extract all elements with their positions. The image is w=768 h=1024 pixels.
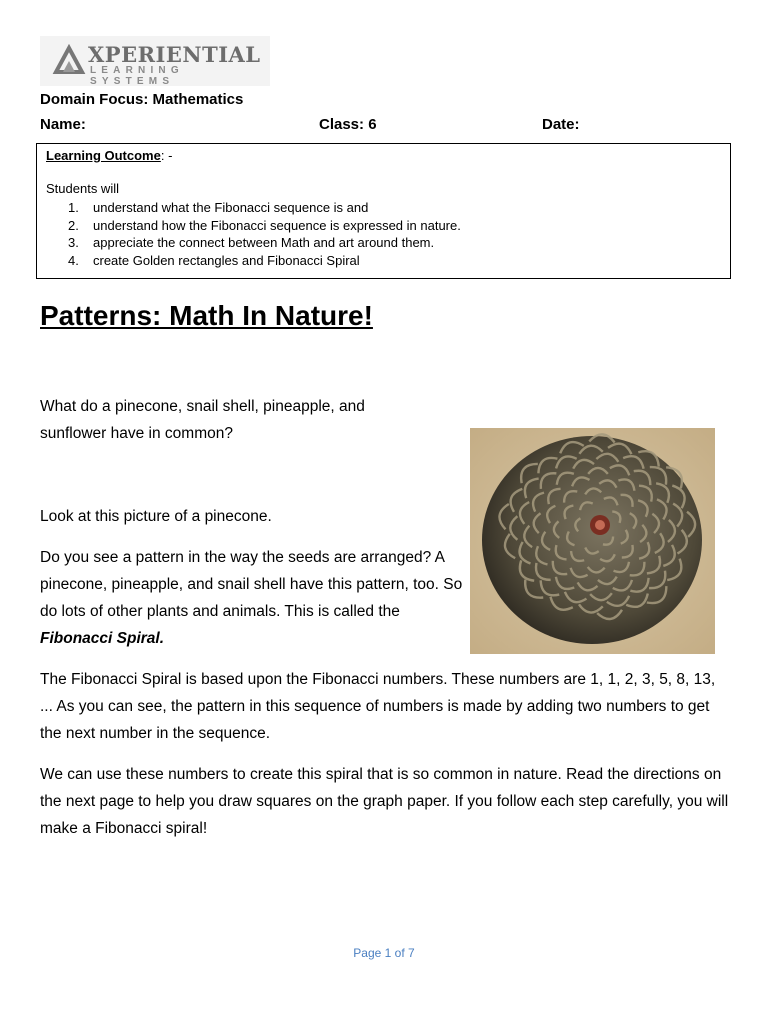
list-text: appreciate the connect between Math and art around them. xyxy=(93,235,435,251)
list-item xyxy=(46,217,461,235)
logo-wordmark: XPERIENTIAL xyxy=(88,42,261,67)
page-number: Page 1 of 7 xyxy=(353,946,415,960)
fibonacci-spiral-term: Fibonacci Spiral. xyxy=(40,630,165,647)
pinecone-image xyxy=(470,428,715,654)
learning-outcome-suffix: : - xyxy=(160,148,173,163)
list-text: understand what the Fibonacci sequence is and xyxy=(93,200,369,215)
learning-outcome-heading: Learning Outcome xyxy=(46,148,161,163)
intro-question: What do a pinecone, snail shell, pineapple, and sunflower have in common? xyxy=(40,398,365,442)
directions-paragraph: We can use these numbers to create this spiral that is so common in nature. Read the directions on the next page to help you draw squares on the graph paper. If you follow each step carefully, you will make a Fibonacci spiral! xyxy=(40,766,729,837)
class-label: Class: 6 xyxy=(319,116,377,133)
list-number: 2. xyxy=(68,217,79,233)
list-item xyxy=(46,234,461,252)
list-number: 4. xyxy=(68,253,79,269)
fibonacci-numbers-paragraph: The Fibonacci Spiral is based upon the Fibonacci numbers. These numbers are 1, 1, 2, 3, 5, 8, 13, ... As you can see, the pattern in this sequence of numbers is made by adding two numbers to get the next number in the sequence. xyxy=(40,671,716,742)
company-logo xyxy=(40,36,270,86)
list-text: understand how the Fibonacci sequence is expressed in nature. xyxy=(93,217,461,233)
learning-outcome-title xyxy=(46,148,172,163)
domain-focus: Domain Focus: Mathematics xyxy=(40,91,244,108)
name-label: Name: xyxy=(40,116,86,133)
logo-mark-icon xyxy=(52,44,86,78)
logo-tagline: LEARNING SYSTEMS xyxy=(90,65,184,87)
pattern-paragraph xyxy=(40,544,465,652)
list-number: 1. xyxy=(68,200,79,215)
learning-outcome-lead: Students will xyxy=(46,181,119,196)
date-label: Date: xyxy=(542,116,580,133)
page-title: Patterns: Math In Nature! xyxy=(40,300,373,331)
list-number: 3. xyxy=(68,235,79,251)
list-item xyxy=(46,252,461,270)
learning-outcome-box xyxy=(36,143,731,279)
list-text: create Golden rectangles and Fibonacci Spiral xyxy=(93,253,360,269)
pattern-text: Do you see a pattern in the way the seeds are arranged? A pinecone, pineapple, and snail shell have this pattern, too. So do lots of other plants and animals. This is called the xyxy=(40,549,463,620)
list-item xyxy=(46,199,461,217)
learning-outcome-list xyxy=(46,199,461,270)
pinecone-prompt: Look at this picture of a pinecone. xyxy=(40,508,272,525)
